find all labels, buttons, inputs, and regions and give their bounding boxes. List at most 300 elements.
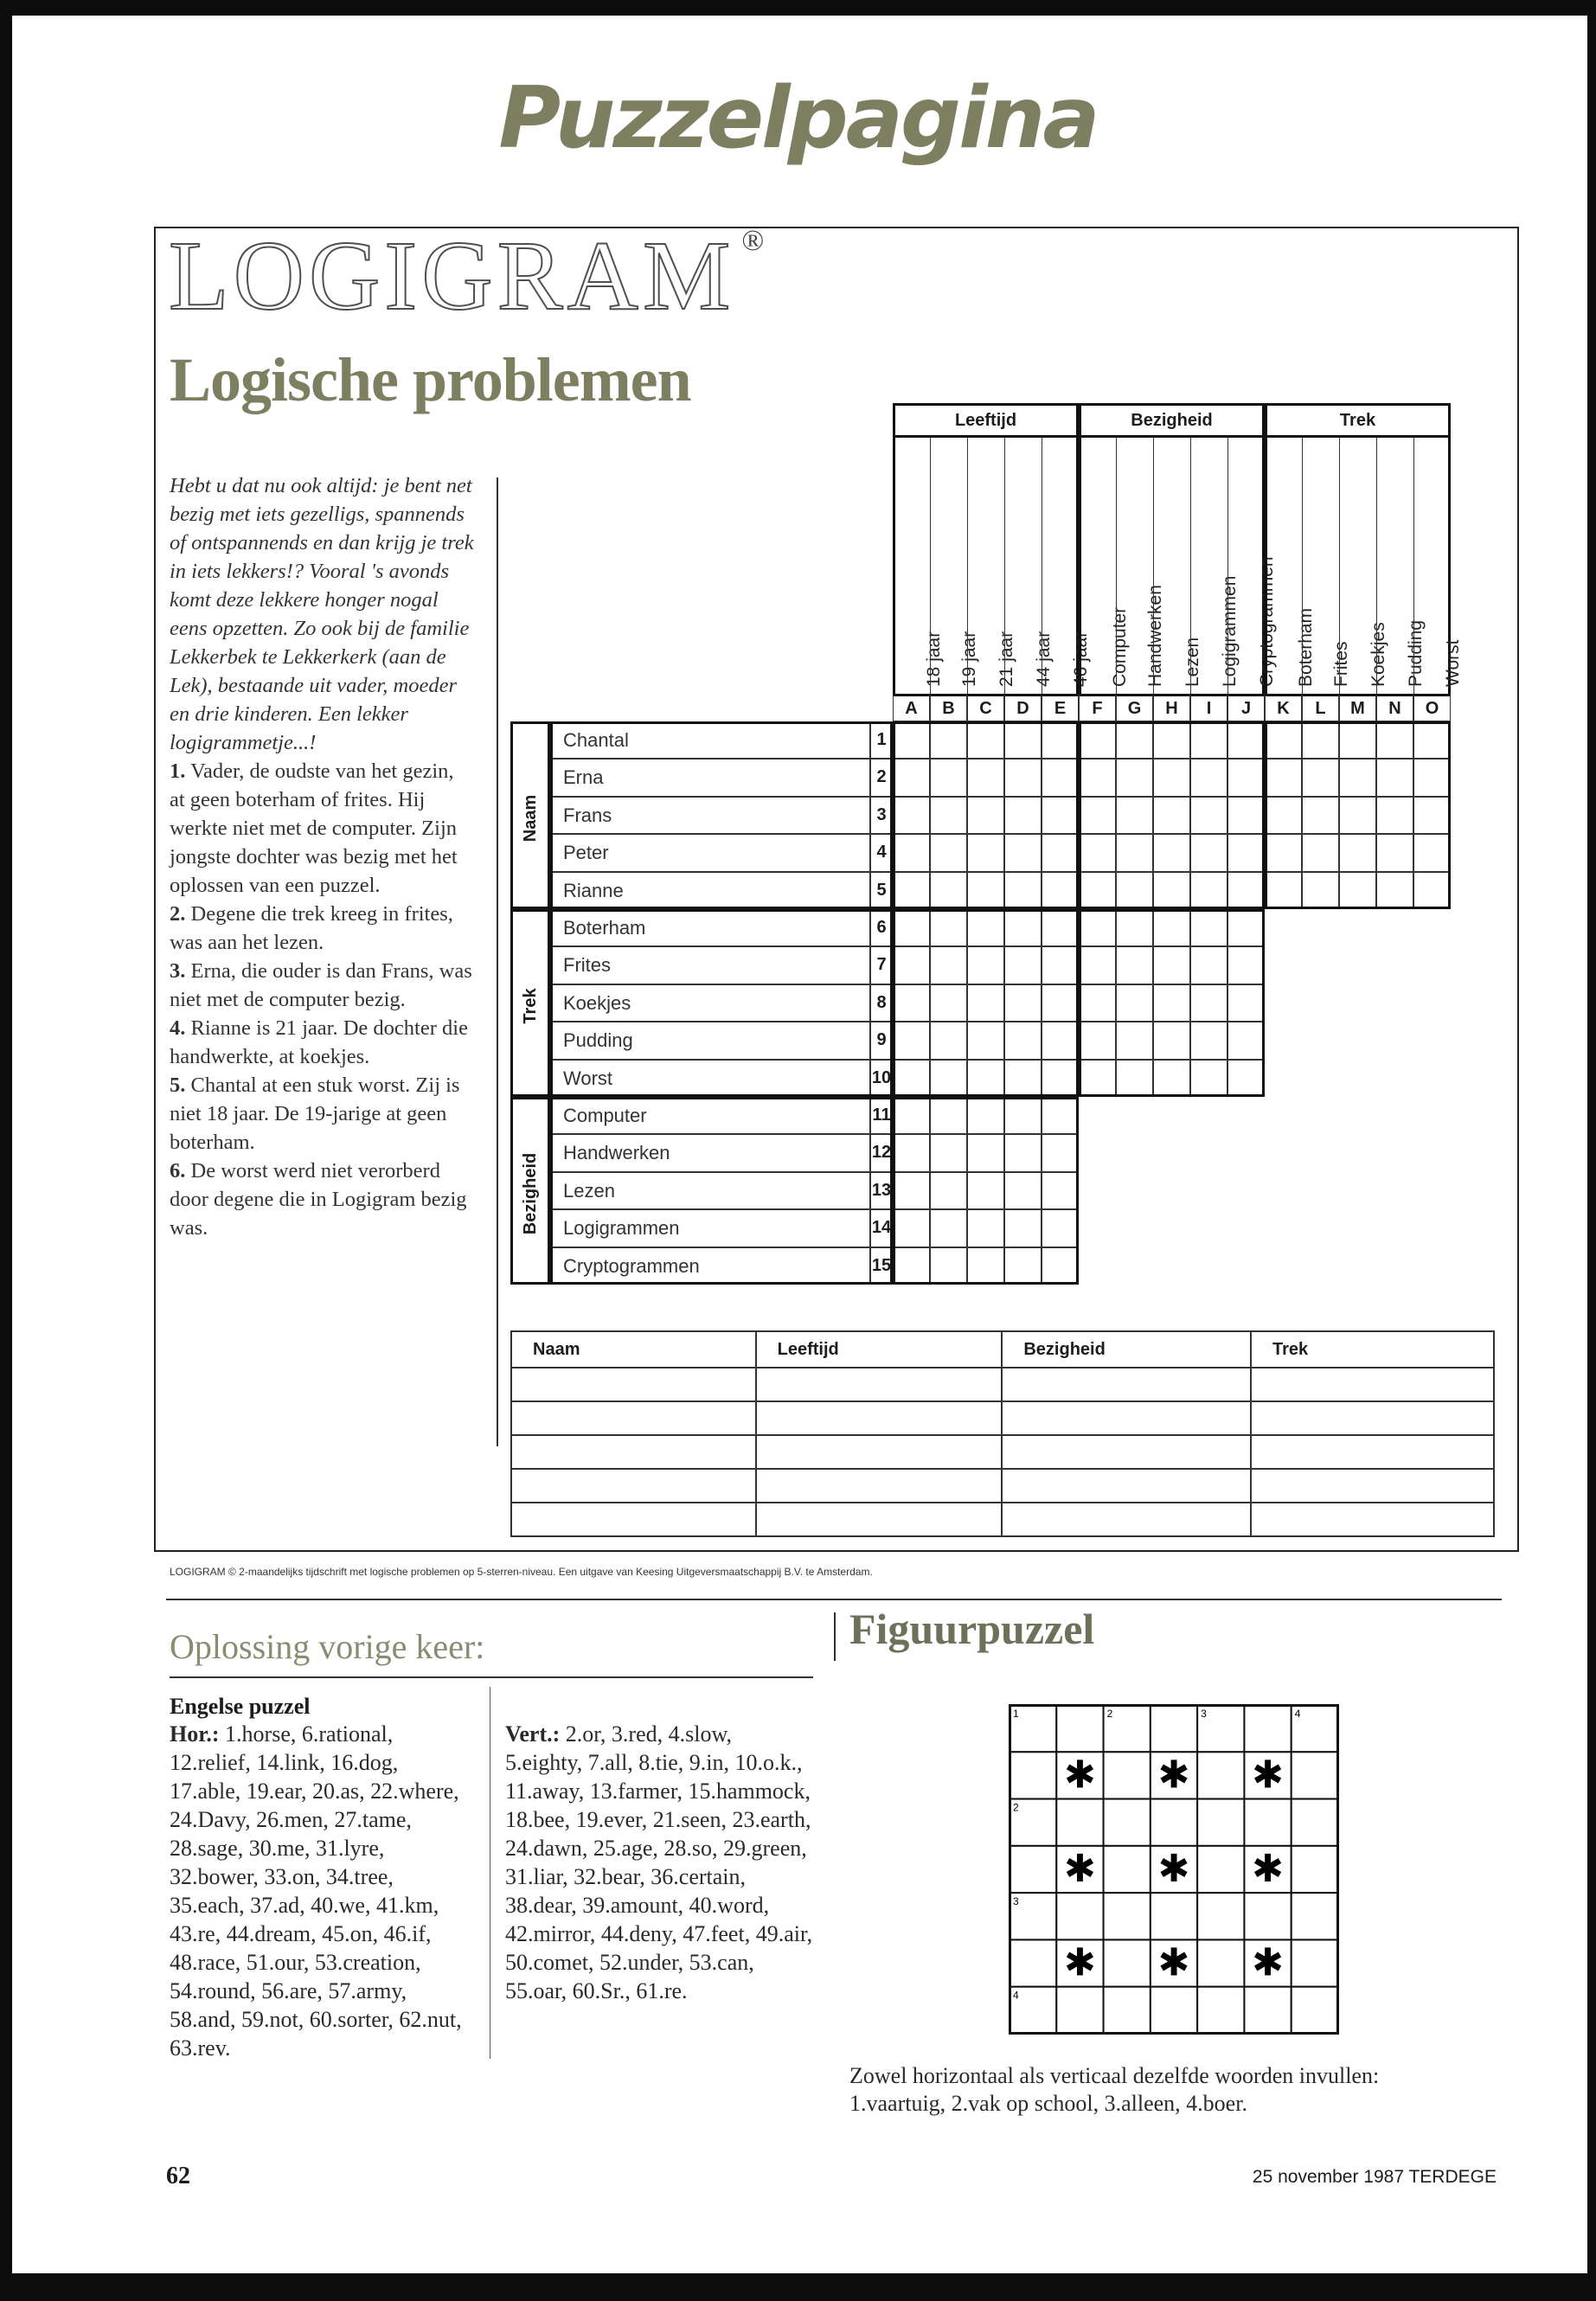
column-label: Cryptogrammen <box>1256 556 1277 687</box>
top-border <box>0 0 1596 16</box>
figuurpuzzel-cell[interactable] <box>1197 1846 1244 1893</box>
clue-text: Degene die trek kreeg in frites, was aan het lezen. <box>170 902 453 954</box>
figuurpuzzel-cell[interactable] <box>1151 1705 1197 1752</box>
grid-cell[interactable] <box>1079 759 1116 796</box>
grid-cell[interactable] <box>893 759 930 796</box>
column-label-cell <box>893 438 944 694</box>
grid-cell[interactable] <box>1116 759 1153 796</box>
column-letter: C <box>967 694 1004 721</box>
grid-cell[interactable] <box>1190 797 1227 834</box>
grid-cell[interactable] <box>893 1209 930 1247</box>
grid-cell[interactable] <box>1153 797 1190 834</box>
grid-cell[interactable] <box>1227 834 1265 871</box>
grid-cell[interactable] <box>1413 872 1451 909</box>
clue-text: Vader, de oudste van het gezin, at geen boterham of frites. Hij werkte niet met de computer. Zijn jongste dochter was bezig met het oplossen van een puzzel. <box>170 760 458 897</box>
column-letter: L <box>1302 694 1339 721</box>
grid-cell[interactable] <box>1227 909 1265 946</box>
row-label: Computer <box>550 1097 870 1134</box>
grid-cell[interactable] <box>1004 1134 1042 1171</box>
figuurpuzzel-cell[interactable] <box>1056 1987 1103 2034</box>
grid-cell[interactable] <box>893 1247 930 1285</box>
grid-cell[interactable] <box>1042 909 1079 946</box>
right-border <box>1587 0 1596 2301</box>
grid-cell[interactable] <box>1042 1247 1079 1285</box>
grid-cell[interactable] <box>1079 946 1116 984</box>
solution-row <box>511 1503 1494 1536</box>
solution-cell[interactable] <box>756 1368 1003 1401</box>
grid-cell[interactable] <box>1265 759 1302 796</box>
star-icon: ✱ <box>1157 1940 1190 1985</box>
solution-row <box>511 1469 1494 1503</box>
grid-cell[interactable] <box>1079 834 1116 871</box>
grid-cell[interactable] <box>1116 834 1153 871</box>
figuurpuzzel-cell[interactable] <box>1104 1939 1151 1986</box>
grid-cell[interactable] <box>1042 1172 1079 1209</box>
grid-cell[interactable] <box>1042 834 1079 871</box>
row-number: 3 <box>870 797 893 834</box>
column-label-cell <box>967 438 1016 694</box>
grid-cell[interactable] <box>967 1247 1004 1285</box>
grid-cell[interactable] <box>930 946 967 984</box>
grid-cell[interactable] <box>893 984 930 1022</box>
clue-item <box>170 1157 474 1242</box>
figuurpuzzel-cell[interactable] <box>1056 1799 1103 1846</box>
grid-cell[interactable] <box>1265 872 1302 909</box>
grid-cell[interactable] <box>1376 872 1413 909</box>
clue-text: De worst werd niet verorberd door degene die in Logigram bezig was. <box>170 1159 467 1240</box>
row-number: 6 <box>870 909 893 946</box>
figuurpuzzel-cell[interactable] <box>1244 1705 1291 1752</box>
grid-cell[interactable] <box>1042 946 1079 984</box>
grid-cell[interactable] <box>893 797 930 834</box>
grid-cell[interactable] <box>967 759 1004 796</box>
figuurpuzzel-cell[interactable] <box>1292 1987 1338 2034</box>
solution-table <box>510 1330 1495 1537</box>
column-label: 44 jaar <box>1033 631 1054 687</box>
figuurpuzzel-grid <box>1009 1704 1337 2033</box>
clue-item <box>170 900 474 957</box>
grid-cell[interactable] <box>1376 721 1413 759</box>
solution-cell[interactable] <box>1002 1503 1251 1536</box>
hor-label: Hor.: <box>170 1721 220 1747</box>
grid-cell[interactable] <box>967 1022 1004 1059</box>
solution-cell[interactable] <box>1002 1469 1251 1503</box>
grid-cell[interactable] <box>1413 797 1451 834</box>
column-letter: F <box>1079 694 1116 721</box>
row-group-label: Bezigheid <box>521 1152 540 1234</box>
grid-cell[interactable] <box>1153 946 1190 984</box>
grid-cell[interactable] <box>1004 1097 1042 1134</box>
clue-number: 4. <box>170 1016 186 1040</box>
row-group-label: Naam <box>521 794 540 842</box>
column-label: Computer <box>1109 606 1130 687</box>
grid-cell[interactable] <box>930 721 967 759</box>
grid-cell[interactable] <box>1190 984 1227 1022</box>
grid-cell[interactable] <box>1004 1060 1042 1097</box>
row-label: Frans <box>550 797 870 834</box>
grid-cell[interactable] <box>1190 909 1227 946</box>
grid-cell[interactable] <box>1042 759 1079 796</box>
grid-cell[interactable] <box>1227 946 1265 984</box>
grid-cell[interactable] <box>1153 984 1190 1022</box>
grid-cell[interactable] <box>967 797 1004 834</box>
section-rule <box>166 1599 1502 1600</box>
grid-cell[interactable] <box>1004 1247 1042 1285</box>
clue-item <box>170 1071 474 1157</box>
solution-header: Trek <box>1251 1331 1494 1368</box>
grid-cell[interactable] <box>893 1060 930 1097</box>
grid-cell[interactable] <box>1153 721 1190 759</box>
grid-cell[interactable] <box>1265 797 1302 834</box>
grid-cell[interactable] <box>1004 1209 1042 1247</box>
solution-row <box>511 1435 1494 1469</box>
grid-cell[interactable] <box>1079 797 1116 834</box>
figuurpuzzel-cell[interactable] <box>1056 1893 1103 1939</box>
prev-puzzle-name: Engelse puzzel <box>170 1694 311 1719</box>
grid-cell[interactable] <box>1190 1060 1227 1097</box>
grid-cell[interactable] <box>1153 909 1190 946</box>
grid-cell[interactable] <box>1004 946 1042 984</box>
grid-cell[interactable] <box>1302 721 1339 759</box>
figuurpuzzel-cell[interactable] <box>1292 1939 1338 1986</box>
star-icon: ✱ <box>1157 1847 1190 1891</box>
grid-cell[interactable] <box>893 1022 930 1059</box>
row-number: 12 <box>870 1134 893 1171</box>
grid-cell[interactable] <box>1227 721 1265 759</box>
grid-cell[interactable] <box>1227 797 1265 834</box>
grid-cell[interactable] <box>1004 909 1042 946</box>
column-label: 19 jaar <box>958 631 979 687</box>
grid-cell[interactable] <box>1190 721 1227 759</box>
grid-cell[interactable] <box>1339 872 1376 909</box>
solution-cell[interactable] <box>1251 1401 1494 1435</box>
column-letter: N <box>1376 694 1413 721</box>
grid-cell[interactable] <box>1004 1022 1042 1059</box>
grid-cell[interactable] <box>967 872 1004 909</box>
grid-cell[interactable] <box>967 909 1004 946</box>
column-letter: K <box>1265 694 1302 721</box>
grid-cell[interactable] <box>1042 797 1079 834</box>
grid-cell[interactable] <box>1153 834 1190 871</box>
grid-cell[interactable] <box>1413 834 1451 871</box>
figuurpuzzel-cell[interactable] <box>1010 1939 1056 1986</box>
grid-cell[interactable] <box>967 721 1004 759</box>
figuurpuzzel-cell[interactable] <box>1010 1752 1056 1798</box>
figuurpuzzel-cell[interactable] <box>1151 1893 1197 1939</box>
grid-cell[interactable] <box>1042 1060 1079 1097</box>
grid-cell[interactable] <box>1004 721 1042 759</box>
grid-cell[interactable] <box>1376 834 1413 871</box>
grid-cell[interactable] <box>930 797 967 834</box>
row-number: 7 <box>870 946 893 984</box>
grid-cell[interactable] <box>1004 834 1042 871</box>
grid-cell[interactable] <box>1042 872 1079 909</box>
grid-cell[interactable] <box>967 1209 1004 1247</box>
grid-cell[interactable] <box>967 1060 1004 1097</box>
grid-cell[interactable] <box>893 834 930 871</box>
row-number: 14 <box>870 1209 893 1247</box>
grid-cell[interactable] <box>930 1022 967 1059</box>
grid-cell[interactable] <box>1079 721 1116 759</box>
figuurpuzzel-title: Figuurpuzzel <box>849 1605 1095 1653</box>
solution-cell[interactable] <box>756 1503 1003 1536</box>
star-icon: ✱ <box>1063 1753 1096 1798</box>
grid-cell[interactable] <box>967 1097 1004 1134</box>
grid-cell[interactable] <box>1042 984 1079 1022</box>
row-label: Koekjes <box>550 984 870 1022</box>
grid-cell[interactable] <box>1339 721 1376 759</box>
figuurpuzzel-cell[interactable] <box>1104 1987 1151 2034</box>
row-label: Logigrammen <box>550 1209 870 1247</box>
grid-cell[interactable] <box>893 1172 930 1209</box>
figuurpuzzel-number: 1 <box>1013 1708 1019 1720</box>
grid-cell[interactable] <box>1413 721 1451 759</box>
solution-row <box>511 1401 1494 1435</box>
grid-cell[interactable] <box>967 834 1004 871</box>
page-number: 62 <box>166 2163 190 2189</box>
column-letter: G <box>1116 694 1153 721</box>
grid-cell[interactable] <box>1004 872 1042 909</box>
grid-cell[interactable] <box>1265 721 1302 759</box>
grid-cell[interactable] <box>1004 797 1042 834</box>
row-number: 11 <box>870 1097 893 1134</box>
figuurpuzzel-cell[interactable] <box>1197 1987 1244 2034</box>
grid-cell[interactable] <box>930 1247 967 1285</box>
column-label: Lezen <box>1182 637 1202 687</box>
grid-cell[interactable] <box>1302 759 1339 796</box>
grid-cell[interactable] <box>1227 759 1265 796</box>
column-label: Handwerken <box>1144 585 1165 687</box>
clue-item <box>170 1014 474 1071</box>
figuurpuzzel-cell[interactable] <box>1151 1987 1197 2034</box>
grid-cell[interactable] <box>1004 759 1042 796</box>
grid-cell[interactable] <box>930 984 967 1022</box>
grid-cell[interactable] <box>930 834 967 871</box>
column-label: 46 jaar <box>1070 631 1091 687</box>
solution-cell[interactable] <box>1251 1469 1494 1503</box>
column-label-cell <box>1190 438 1240 694</box>
grid-cell[interactable] <box>1116 797 1153 834</box>
grid-cell[interactable] <box>1227 872 1265 909</box>
row-number: 10 <box>870 1060 893 1097</box>
grid-cell[interactable] <box>1302 834 1339 871</box>
solution-cell[interactable] <box>511 1368 756 1401</box>
figuurpuzzel-cell[interactable] <box>1244 1893 1291 1939</box>
figuurpuzzel-cell[interactable] <box>1197 1799 1244 1846</box>
row-label: Erna <box>550 759 870 796</box>
grid-cell[interactable] <box>930 872 967 909</box>
figuurpuzzel-cell[interactable] <box>1010 1846 1056 1893</box>
column-letter: E <box>1042 694 1079 721</box>
figuurpuzzel-clues: 1.vaartuig, 2.vak op school, 3.alleen, 4.boer. <box>849 2091 1247 2116</box>
grid-cell[interactable] <box>1153 1060 1190 1097</box>
grid-cell[interactable] <box>893 872 930 909</box>
row-number: 1 <box>870 721 893 759</box>
grid-cell[interactable] <box>1153 872 1190 909</box>
column-group-header: Trek <box>1265 403 1451 438</box>
row-group-header <box>510 721 550 909</box>
prev-solution-title: Oplossing vorige keer: <box>170 1627 485 1666</box>
figuurpuzzel-cell[interactable] <box>1104 1846 1151 1893</box>
grid-cell[interactable] <box>1042 1097 1079 1134</box>
grid-cell[interactable] <box>1190 759 1227 796</box>
grid-cell[interactable] <box>1265 834 1302 871</box>
grid-cell[interactable] <box>1153 759 1190 796</box>
figuurpuzzel-instruction: Zowel horizontaal als verticaal dezelfde woorden invullen: <box>849 2063 1380 2088</box>
row-number: 15 <box>870 1247 893 1285</box>
figuurpuzzel-cell[interactable] <box>1104 1752 1151 1798</box>
solution-cell[interactable] <box>511 1435 756 1469</box>
grid-cell[interactable] <box>1079 872 1116 909</box>
row-number: 13 <box>870 1172 893 1209</box>
column-label: Boterham <box>1295 607 1316 687</box>
solution-cell[interactable] <box>511 1469 756 1503</box>
figuurpuzzel-cell[interactable] <box>1197 1893 1244 1939</box>
grid-cell[interactable] <box>1116 1022 1153 1059</box>
grid-cell[interactable] <box>1042 721 1079 759</box>
clue-text: Rianne is 21 jaar. De dochter die handwerkte, at koekjes. <box>170 1016 468 1068</box>
grid-cell[interactable] <box>1116 946 1153 984</box>
column-label-cell <box>1376 438 1426 694</box>
grid-cell[interactable] <box>1079 909 1116 946</box>
grid-cell[interactable] <box>1190 946 1227 984</box>
grid-cell[interactable] <box>930 1097 967 1134</box>
grid-cell[interactable] <box>1227 984 1265 1022</box>
figuurpuzzel-cell[interactable] <box>1292 1752 1338 1798</box>
column-letter: D <box>1004 694 1042 721</box>
grid-cell[interactable] <box>930 1134 967 1171</box>
grid-cell[interactable] <box>930 1060 967 1097</box>
grid-cell[interactable] <box>1116 721 1153 759</box>
grid-cell[interactable] <box>1227 1060 1265 1097</box>
solution-cell[interactable] <box>756 1469 1003 1503</box>
solution-cell[interactable] <box>511 1503 756 1536</box>
figuurpuzzel-caption <box>849 2062 1507 2118</box>
grid-cell[interactable] <box>1116 1060 1153 1097</box>
grid-cell[interactable] <box>893 909 930 946</box>
grid-cell[interactable] <box>1116 984 1153 1022</box>
column-letter: A <box>893 694 930 721</box>
row-group-header <box>510 909 550 1097</box>
column-label: Worst <box>1442 639 1463 687</box>
grid-cell[interactable] <box>967 1134 1004 1171</box>
grid-cell[interactable] <box>1042 1134 1079 1171</box>
column-letter: B <box>930 694 967 721</box>
grid-cell[interactable] <box>1153 1022 1190 1059</box>
grid-cell[interactable] <box>893 946 930 984</box>
star-icon: ✱ <box>1252 1847 1285 1891</box>
grid-cell[interactable] <box>893 721 930 759</box>
solution-cell[interactable] <box>1251 1503 1494 1536</box>
solution-cell[interactable] <box>511 1401 756 1435</box>
grid-cell[interactable] <box>1339 759 1376 796</box>
grid-cell[interactable] <box>967 946 1004 984</box>
solution-cell[interactable] <box>756 1435 1003 1469</box>
solution-row <box>511 1368 1494 1401</box>
left-border <box>0 0 12 2301</box>
grid-cell[interactable] <box>1190 1022 1227 1059</box>
row-label: Worst <box>550 1060 870 1097</box>
grid-cell[interactable] <box>1190 834 1227 871</box>
solution-cell[interactable] <box>1002 1368 1251 1401</box>
grid-cell[interactable] <box>967 1172 1004 1209</box>
grid-cell[interactable] <box>893 1134 930 1171</box>
grid-cell[interactable] <box>1116 909 1153 946</box>
solution-cell[interactable] <box>1002 1401 1251 1435</box>
grid-cell[interactable] <box>1004 1172 1042 1209</box>
figuurpuzzel-number: 2 <box>1106 1708 1113 1720</box>
figuurpuzzel-cell[interactable] <box>1197 1752 1244 1798</box>
row-label: Boterham <box>550 909 870 946</box>
solution-header: Bezigheid <box>1002 1331 1251 1368</box>
grid-cell[interactable] <box>1302 872 1339 909</box>
row-label: Pudding <box>550 1022 870 1059</box>
grid-cell[interactable] <box>1227 1022 1265 1059</box>
row-label: Peter <box>550 834 870 871</box>
solution-cell[interactable] <box>1251 1368 1494 1401</box>
grid-cell[interactable] <box>1376 759 1413 796</box>
grid-cell[interactable] <box>1339 797 1376 834</box>
solution-cell[interactable] <box>1002 1435 1251 1469</box>
grid-cell[interactable] <box>930 1172 967 1209</box>
intro-column <box>170 471 474 1242</box>
grid-cell[interactable] <box>1339 834 1376 871</box>
logigram-brand <box>169 221 769 330</box>
row-group-header <box>510 1097 550 1285</box>
grid-cell[interactable] <box>893 1097 930 1134</box>
grid-cell[interactable] <box>1079 984 1116 1022</box>
row-number: 5 <box>870 872 893 909</box>
solution-cell[interactable] <box>756 1401 1003 1435</box>
grid-cell[interactable] <box>1302 797 1339 834</box>
clue-text: Erna, die ouder is dan Frans, was niet met de computer bezig. <box>170 959 472 1011</box>
row-group-label: Trek <box>521 987 540 1024</box>
grid-cell[interactable] <box>930 1209 967 1247</box>
grid-cell[interactable] <box>1042 1209 1079 1247</box>
figuurpuzzel-cell[interactable] <box>1151 1799 1197 1846</box>
row-label: Frites <box>550 946 870 984</box>
figuurpuzzel-cell[interactable] <box>1244 1987 1291 2034</box>
vert-text: 2.or, 3.red, 4.slow, 5.eighty, 7.all, 8.tie, 9.in, 10.o.k., 11.away, 13.farmer, 15.hammock, 18.bee, 19.ever, 21.seen, 23.earth, 24.dawn, 25.age, 28.so, 29.green, 31.liar, 32.bear, 36.certain, 38.dear, 39.amount, 40.word, 42.mirror, 44.deny, 47.feet, 49.air, 50.comet, 52.under, 53.can, 55.oar, 60.Sr., 61.re. <box>505 1721 813 2003</box>
grid-cell[interactable] <box>1004 984 1042 1022</box>
grid-cell[interactable] <box>1079 1022 1116 1059</box>
bottom-border <box>0 2273 1596 2301</box>
grid-cell[interactable] <box>1376 797 1413 834</box>
figuurpuzzel-cell[interactable] <box>1292 1893 1338 1939</box>
figuurpuzzel-cell[interactable] <box>1056 1705 1103 1752</box>
grid-cell[interactable] <box>1042 1022 1079 1059</box>
figuurpuzzel-cell[interactable] <box>1244 1799 1291 1846</box>
grid-cell[interactable] <box>930 909 967 946</box>
grid-cell[interactable] <box>1079 1060 1116 1097</box>
grid-cell[interactable] <box>1413 759 1451 796</box>
solution-cell[interactable] <box>1251 1435 1494 1469</box>
grid-cell[interactable] <box>967 984 1004 1022</box>
grid-cell[interactable] <box>930 759 967 796</box>
clue-number: 3. <box>170 959 186 983</box>
figuurpuzzel-cell[interactable] <box>1104 1893 1151 1939</box>
grid-cell[interactable] <box>1116 872 1153 909</box>
clue-list <box>170 757 474 1242</box>
figuurpuzzel-cell[interactable] <box>1292 1846 1338 1893</box>
clue-item <box>170 757 474 900</box>
grid-cell[interactable] <box>1190 872 1227 909</box>
star-icon: ✱ <box>1252 1753 1285 1798</box>
figuurpuzzel-cell[interactable] <box>1104 1799 1151 1846</box>
row-label: Handwerken <box>550 1134 870 1171</box>
figuurpuzzel-cell[interactable] <box>1292 1799 1338 1846</box>
figuurpuzzel-cell[interactable] <box>1197 1939 1244 1986</box>
